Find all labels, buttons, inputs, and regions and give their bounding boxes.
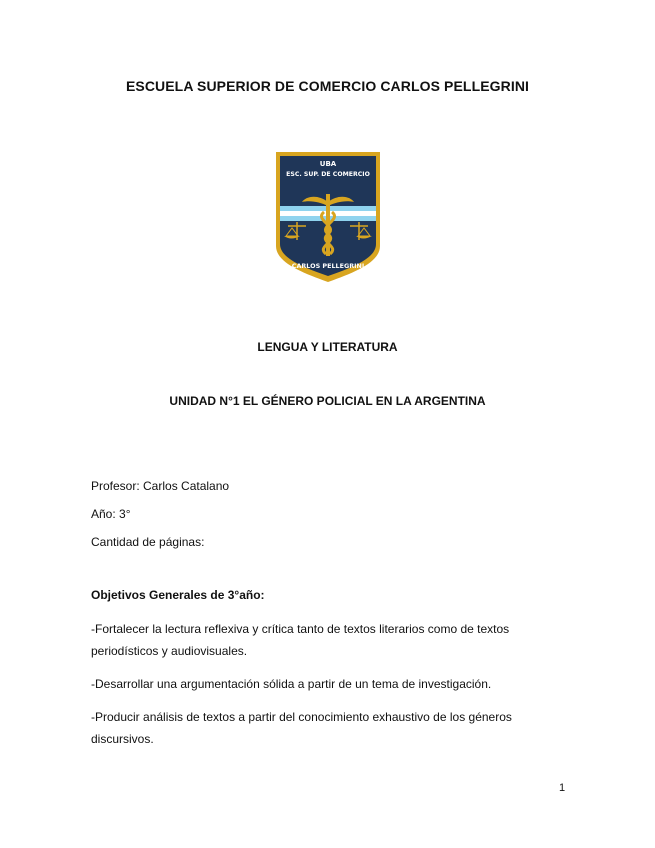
- objectives-heading: Objetivos Generales de 3°año:: [91, 588, 265, 602]
- subject-title: LENGUA Y LITERATURA: [257, 340, 398, 354]
- year-line: Año: 3°: [91, 507, 131, 521]
- svg-text:UBA: UBA: [319, 160, 337, 168]
- objective-item: -Producir análisis de textos a partir del conocimiento exhaustivo de los géneros discursivos.: [91, 710, 512, 746]
- school-title: ESCUELA SUPERIOR DE COMERCIO CARLOS PELLEGRINI: [125, 78, 530, 94]
- unit-title: UNIDAD N°1 EL GÉNERO POLICIAL EN LA ARGENTINA: [169, 394, 486, 408]
- objective-item: -Desarrollar una argumentación sólida a partir de un tema de investigación.: [91, 677, 492, 691]
- svg-text:CARLOS PELLEGRINI: CARLOS PELLEGRINI: [291, 262, 365, 270]
- school-crest-logo: [274, 150, 382, 284]
- page-number: 1: [559, 782, 566, 794]
- svg-text:ESC. SUP. DE COMERCIO: ESC. SUP. DE COMERCIO: [286, 171, 370, 178]
- page-count-line: Cantidad de páginas:: [91, 535, 205, 549]
- teacher-line: Profesor: Carlos Catalano: [91, 479, 230, 493]
- objective-item: -Fortalecer la lectura reflexiva y crítica tanto de textos literarios como de textos periodísticos y audiovisuales.: [91, 622, 510, 658]
